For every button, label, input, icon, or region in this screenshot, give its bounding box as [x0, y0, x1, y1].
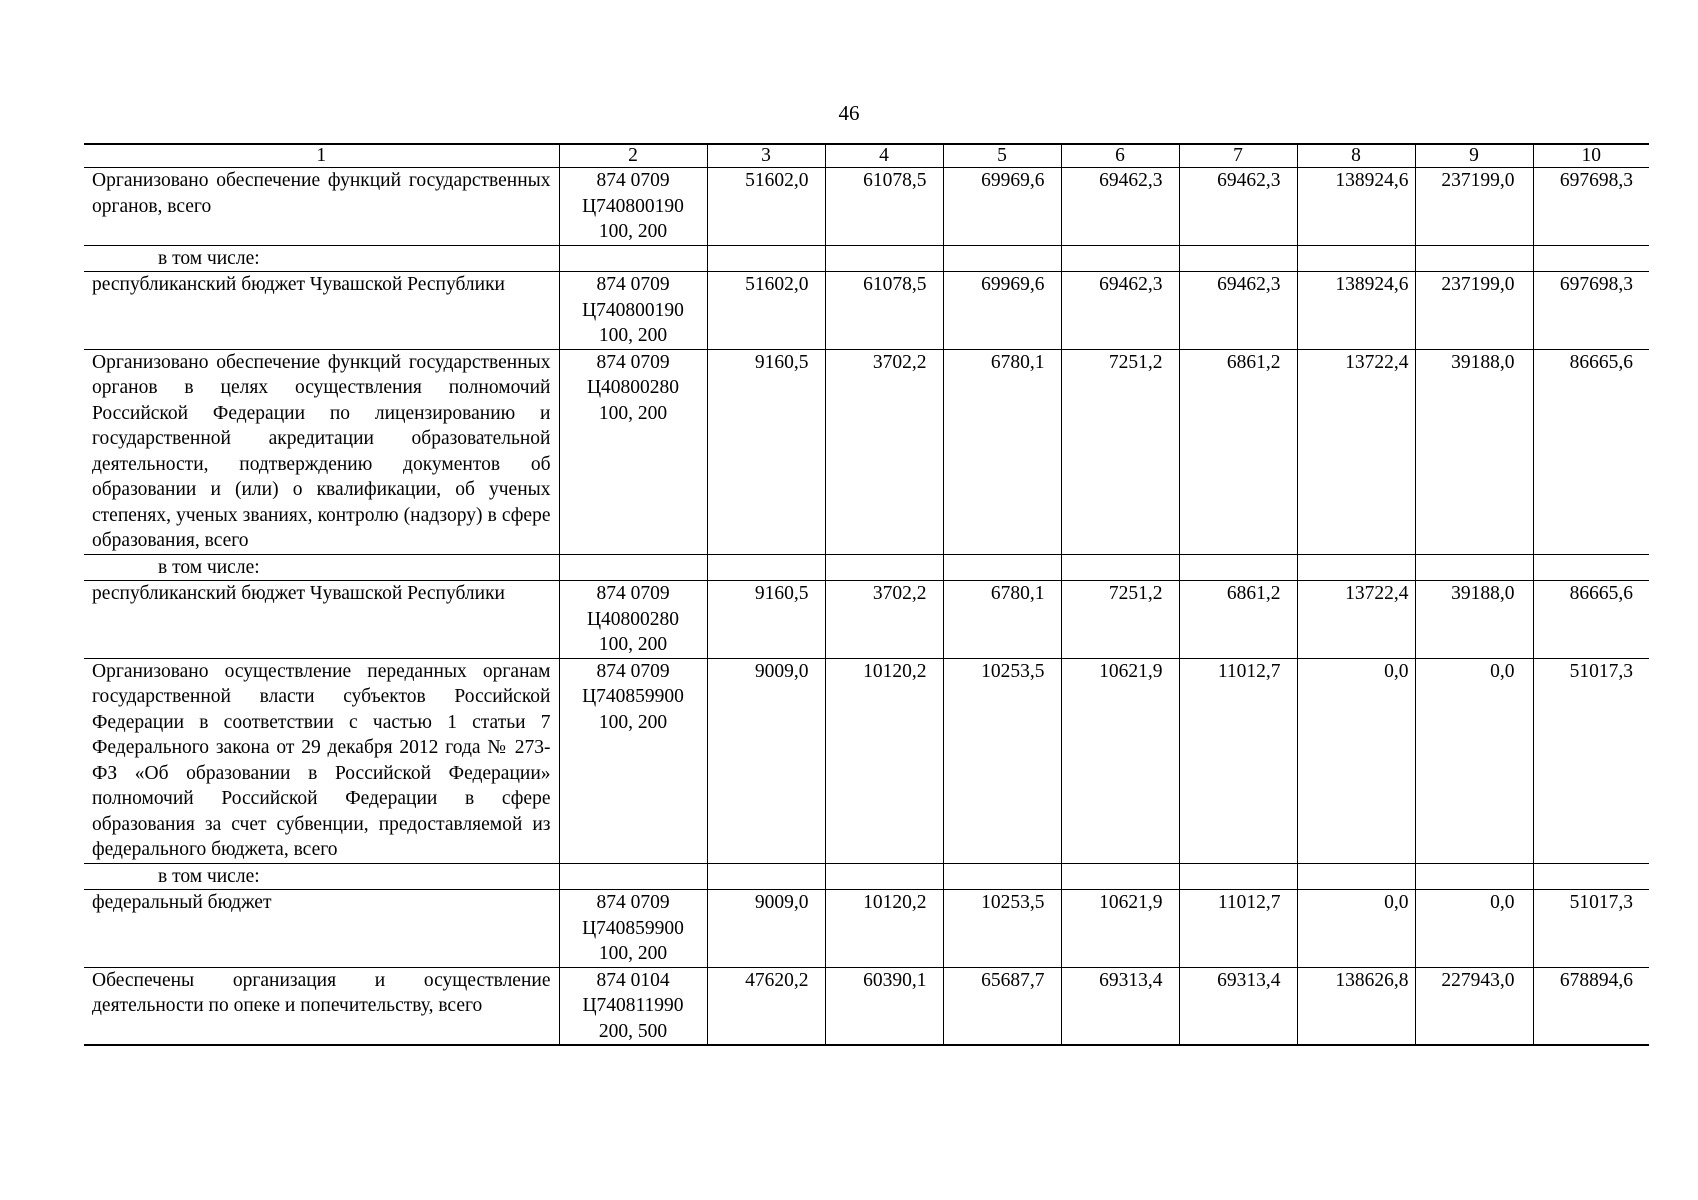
value-cell-col-7: [1179, 245, 1297, 272]
value-cell-col-7: 11012,7: [1179, 890, 1297, 968]
budget-code-cell: [559, 890, 707, 968]
value-cell-col-9: [1415, 245, 1533, 272]
value-cell-col-6: 69313,4: [1061, 967, 1179, 1045]
header-cell: 6: [1061, 144, 1179, 168]
value-cell-col-4: [825, 554, 943, 581]
value-cell-col-10: 51017,3: [1533, 658, 1649, 863]
budget-code-line: 874 0709: [596, 274, 670, 295]
budget-code-line: Ц740800190: [582, 195, 684, 217]
value-cell-col-3: 9160,5: [707, 581, 825, 659]
value-cell-col-8: [1297, 554, 1415, 581]
subheading-row: [84, 245, 1649, 272]
budget-code-cell: [559, 272, 707, 350]
value-cell-col-5: 6780,1: [943, 581, 1061, 659]
table-row: [84, 272, 1649, 350]
value-cell-col-10: 697698,3: [1533, 168, 1649, 246]
value-cell-col-10: [1533, 245, 1649, 272]
value-cell-col-7: 69462,3: [1179, 168, 1297, 246]
value-cell-col-3: 51602,0: [707, 168, 825, 246]
value-cell-col-9: 39188,0: [1415, 349, 1533, 554]
budget-code-line: Ц740800190: [582, 299, 684, 321]
budget-code-line: Ц40800280: [586, 377, 680, 398]
value-cell-col-4: 3702,2: [825, 349, 943, 554]
description-cell: федеральный бюджет: [84, 890, 559, 968]
value-cell-col-7: 6861,2: [1179, 349, 1297, 554]
value-cell-col-10: 678894,6: [1533, 967, 1649, 1045]
value-cell-col-10: [1533, 554, 1649, 581]
budget-code-cell: [559, 245, 707, 272]
page-number: 46: [838, 101, 860, 125]
header-cell: 10: [1533, 144, 1649, 168]
budget-code-line: Ц40800280: [586, 608, 680, 630]
table-row: [84, 581, 1649, 659]
subheading-row: [84, 863, 1649, 890]
value-cell-col-4: [825, 245, 943, 272]
budget-code-line: Ц740859900: [582, 686, 684, 707]
value-cell-col-7: [1179, 863, 1297, 890]
value-cell-col-9: 0,0: [1415, 890, 1533, 968]
budget-code-cell: [559, 349, 707, 554]
value-cell-col-3: [707, 245, 825, 272]
value-cell-col-4: [825, 863, 943, 890]
value-cell-col-5: 65687,7: [943, 967, 1061, 1045]
value-cell-col-8: 138626,8: [1297, 967, 1415, 1045]
description-cell: республиканский бюджет Чувашской Республики: [84, 272, 559, 350]
table-row: [84, 890, 1649, 968]
value-cell-col-9: 0,0: [1415, 658, 1533, 863]
value-cell-col-5: [943, 554, 1061, 581]
budget-code-cell: [559, 554, 707, 581]
table-row: [84, 967, 1649, 1045]
table-header-row: [84, 144, 1649, 168]
value-cell-col-10: 51017,3: [1533, 890, 1649, 968]
value-cell-col-4: 10120,2: [825, 658, 943, 863]
value-cell-col-4: 10120,2: [825, 890, 943, 968]
budget-code-line: 200, 500: [598, 1020, 668, 1042]
value-cell-col-9: [1415, 554, 1533, 581]
subheading-row: [84, 554, 1649, 581]
subheading-cell: в том числе:: [84, 554, 559, 581]
description-cell: Организовано обеспечение функций государственных органов, всего: [84, 168, 559, 246]
budget-code-cell: [559, 581, 707, 659]
value-cell-col-5: 10253,5: [943, 658, 1061, 863]
description-cell: Организовано обеспечение функций государственных органов в целях осуществления полномочий Российской Федерации по лицензированию и государственной акредитации образовательной деятельности, подтверждению документов об образовании и (или) о квалификации, об ученых степенях, ученых званиях, контролю (надзору) в сфере образования, всего: [84, 349, 559, 554]
value-cell-col-3: [707, 554, 825, 581]
value-cell-col-9: 227943,0: [1415, 967, 1533, 1045]
budget-code-line: 100, 200: [598, 402, 668, 424]
subheading-cell: в том числе:: [84, 245, 559, 272]
value-cell-col-8: 13722,4: [1297, 581, 1415, 659]
budget-code-line: 874 0709: [596, 583, 670, 604]
value-cell-col-3: 47620,2: [707, 967, 825, 1045]
table-row: [84, 349, 1649, 554]
value-cell-col-3: 9009,0: [707, 658, 825, 863]
value-cell-col-6: 69462,3: [1061, 272, 1179, 350]
value-cell-col-7: 69462,3: [1179, 272, 1297, 350]
header-cell: 7: [1179, 144, 1297, 168]
value-cell-col-5: 6780,1: [943, 349, 1061, 554]
value-cell-col-4: 3702,2: [825, 581, 943, 659]
value-cell-col-3: 9160,5: [707, 349, 825, 554]
value-cell-col-8: 13722,4: [1297, 349, 1415, 554]
value-cell-col-9: [1415, 863, 1533, 890]
value-cell-col-9: 237199,0: [1415, 168, 1533, 246]
budget-code-cell: [559, 658, 707, 863]
table-row: [84, 658, 1649, 863]
value-cell-col-6: 7251,2: [1061, 349, 1179, 554]
header-cell: 2: [559, 144, 707, 168]
value-cell-col-3: 9009,0: [707, 890, 825, 968]
value-cell-col-5: [943, 863, 1061, 890]
value-cell-col-4: 61078,5: [825, 272, 943, 350]
table-row: [84, 168, 1649, 246]
budget-code-line: 874 0709: [596, 892, 670, 913]
value-cell-col-8: [1297, 863, 1415, 890]
value-cell-col-7: [1179, 554, 1297, 581]
budget-code-line: Ц740811990: [582, 995, 684, 1016]
value-cell-col-9: 39188,0: [1415, 581, 1533, 659]
value-cell-col-9: 237199,0: [1415, 272, 1533, 350]
value-cell-col-7: 11012,7: [1179, 658, 1297, 863]
description-cell: Обеспечены организация и осуществление деятельности по опеке и попечительству, всего: [84, 967, 559, 1045]
header-cell: 9: [1415, 144, 1533, 168]
budget-code-line: Ц740859900: [582, 917, 684, 939]
value-cell-col-8: 0,0: [1297, 890, 1415, 968]
value-cell-col-4: 60390,1: [825, 967, 943, 1045]
value-cell-col-8: 138924,6: [1297, 272, 1415, 350]
header-cell: 1: [84, 144, 559, 168]
value-cell-col-6: [1061, 863, 1179, 890]
value-cell-col-6: 69462,3: [1061, 168, 1179, 246]
value-cell-col-10: [1533, 863, 1649, 890]
value-cell-col-6: 10621,9: [1061, 658, 1179, 863]
value-cell-col-6: [1061, 554, 1179, 581]
budget-code-line: 874 0709: [596, 170, 670, 191]
budget-code-line: 874 0104: [596, 969, 670, 991]
value-cell-col-5: 69969,6: [943, 168, 1061, 246]
budget-code-line: 100, 200: [598, 634, 668, 655]
value-cell-col-3: [707, 863, 825, 890]
value-cell-col-3: 51602,0: [707, 272, 825, 350]
budget-code-line: 100, 200: [598, 943, 668, 964]
value-cell-col-10: 86665,6: [1533, 349, 1649, 554]
budget-code-cell: [559, 863, 707, 890]
budget-code-line: 100, 200: [598, 221, 668, 242]
value-cell-col-10: 86665,6: [1533, 581, 1649, 659]
value-cell-col-4: 61078,5: [825, 168, 943, 246]
value-cell-col-8: 0,0: [1297, 658, 1415, 863]
value-cell-col-8: 138924,6: [1297, 168, 1415, 246]
budget-code-line: 100, 200: [598, 325, 668, 346]
description-cell: Организовано осуществление переданных органам государственной власти субъектов Российской Федерации в соответствии с частью 1 статьи 7 Федерального закона от 29 декабря 2012 года № 273-ФЗ «Об образовании в Российской Федерации» полномочий Российской Федерации в сфере образования за счет субвенции, предоставляемой из федерального бюджета, всего: [84, 658, 559, 863]
value-cell-col-10: 697698,3: [1533, 272, 1649, 350]
value-cell-col-5: 10253,5: [943, 890, 1061, 968]
header-cell: 4: [825, 144, 943, 168]
header-cell: 5: [943, 144, 1061, 168]
value-cell-col-6: 7251,2: [1061, 581, 1179, 659]
description-cell: республиканский бюджет Чувашской Республики: [84, 581, 559, 659]
value-cell-col-8: [1297, 245, 1415, 272]
budget-code-line: 874 0709: [596, 351, 670, 373]
header-cell: 8: [1297, 144, 1415, 168]
value-cell-col-5: 69969,6: [943, 272, 1061, 350]
value-cell-col-5: [943, 245, 1061, 272]
value-cell-col-7: 69313,4: [1179, 967, 1297, 1045]
header-cell: 3: [707, 144, 825, 168]
value-cell-col-6: 10621,9: [1061, 890, 1179, 968]
budget-code-cell: [559, 168, 707, 246]
budget-table: [84, 143, 1649, 1046]
budget-code-line: 100, 200: [598, 711, 668, 733]
budget-code-line: 874 0709: [596, 660, 670, 682]
budget-code-cell: [559, 967, 707, 1045]
value-cell-col-6: [1061, 245, 1179, 272]
subheading-cell: в том числе:: [84, 863, 559, 890]
value-cell-col-7: 6861,2: [1179, 581, 1297, 659]
